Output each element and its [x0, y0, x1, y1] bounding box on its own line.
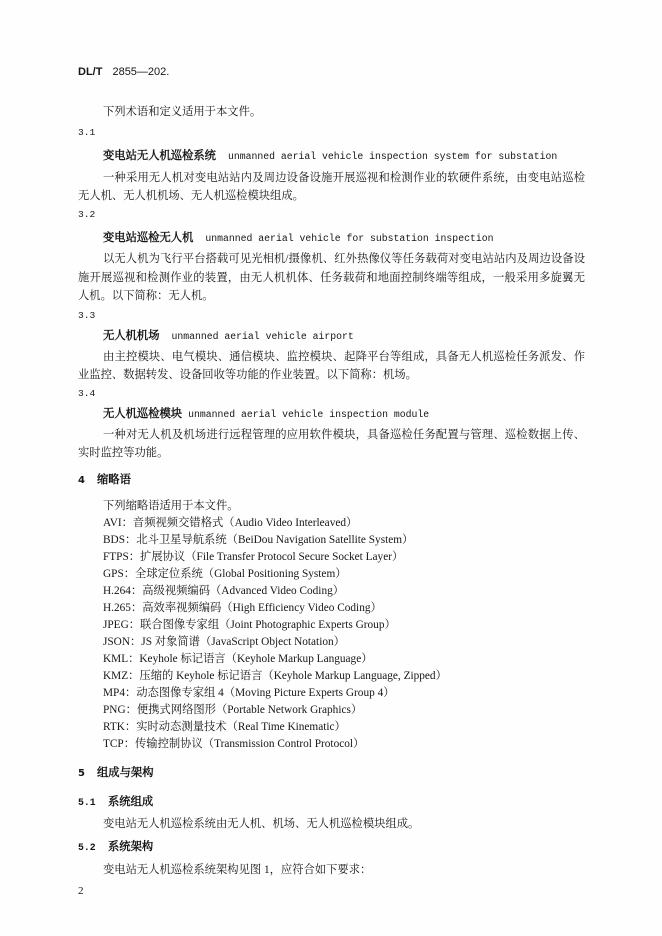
abbreviation-item: RTK：实时动态测量技术（Real Time Kinematic） [103, 721, 346, 733]
definition-line: 一种对无人机及机场进行远程管理的应用软件模块，具备巡检任务配置与管理、巡检数据上传、 [103, 429, 585, 441]
term-zh: 变电站巡检无人机 [103, 231, 194, 244]
definition-line: 实时监控等功能。 [78, 447, 169, 459]
subsection-heading [78, 794, 153, 811]
standard-number: 2855—202. [112, 66, 170, 78]
subsection-title: 系统架构 [108, 840, 154, 853]
term-en: unmanned aerial vehicle airport [171, 331, 354, 342]
term-en: unmanned aerial vehicle for substation inspection [205, 233, 494, 244]
term-en: unmanned aerial vehicle inspection module [188, 409, 430, 420]
abbreviations-intro: 下列缩略语适用于本文件。 [103, 500, 239, 512]
definition-line: 由主控模块、电气模块、通信模块、监控模块、起降平台等组成，具备无人机巡检任务派发、作 [103, 351, 585, 363]
abbreviation-item: JPEG：联合图像专家组（Joint Photographic Experts Group） [103, 619, 396, 631]
section-heading [78, 765, 154, 782]
definition-line: 一种采用无人机对变电站站内及周边设备设施开展巡视和检测作业的软硬件系统，由变电站巡检 [103, 172, 585, 184]
abbreviation-item: H.264：高级视频编码（Advanced Video Coding） [103, 585, 345, 597]
term-heading [103, 406, 429, 423]
term-zh: 无人机巡检模块 [103, 407, 183, 420]
subsection-text: 变电站无人机巡检系统架构见图 1，应符合如下要求： [103, 864, 372, 876]
abbreviation-item: PNG：便携式网络图形（Portable Network Graphics） [103, 704, 363, 716]
running-header [78, 64, 169, 80]
abbreviation-item: JSON：JS 对象简谱（JavaScript Object Notation） [103, 636, 345, 648]
term-heading [103, 148, 557, 165]
definition-line: 以无人机为飞行平台搭载可见光相机/摄像机、红外热像仪等任务载荷对变电站站内及周边设备设 [103, 253, 585, 265]
term-en: unmanned aerial vehicle inspection system for substation [227, 151, 558, 162]
term-heading [103, 230, 493, 247]
term-number: 3.2 [78, 209, 96, 220]
term-zh: 无人机机场 [103, 329, 160, 342]
abbreviation-item: TCP：传输控制协议（Transmission Control Protocol） [103, 738, 365, 750]
section-number: 4 [78, 475, 85, 486]
term-number: 3.3 [78, 310, 96, 321]
section-title: 缩略语 [97, 473, 131, 486]
page-number: 2 [78, 885, 84, 897]
term-number: 3.4 [78, 388, 96, 399]
definition-line: 施开展巡视和检测作业的装置，由无人机机体、任务载荷和地面控制终端等组成，一般采用多旋翼无 [78, 272, 585, 284]
term-heading [103, 328, 354, 345]
abbreviation-item: FTPS：扩展协议（File Transfer Protocol Secure Socket Layer） [103, 551, 404, 563]
abbreviation-item: H.265：高效率视频编码（High Efficiency Video Coding） [103, 602, 382, 614]
definition-line: 业监控、数据转发、设备回收等功能的作业装置。以下简称：机场。 [78, 369, 417, 381]
term-number: 3.1 [78, 127, 96, 138]
terms-intro: 下列术语和定义适用于本文件。 [103, 106, 262, 118]
definition-line: 无人机、无人机机场、无人机巡检模块组成。 [78, 190, 304, 202]
subsection-heading [78, 839, 153, 856]
subsection-number: 5.2 [78, 842, 96, 853]
abbreviation-item: AVI：音频视频交错格式（Audio Video Interleaved） [103, 517, 358, 529]
abbreviation-item: GPS：全球定位系统（Global Positioning System） [103, 568, 347, 580]
abbreviation-item: BDS：北斗卫星导航系统（BeiDou Navigation Satellite System） [103, 534, 414, 546]
subsection-text: 变电站无人机巡检系统由无人机、机场、无人机巡检模块组成。 [103, 818, 420, 830]
subsection-title: 系统组成 [108, 795, 154, 808]
abbreviation-item: KML：Keyhole 标记语言（Keyhole Markup Language） [103, 653, 373, 665]
abbreviation-item: KMZ：压缩的 Keyhole 标记语言（Keyhole Markup Language, Zipped） [103, 670, 447, 682]
term-zh: 变电站无人机巡检系统 [103, 149, 216, 162]
subsection-number: 5.1 [78, 797, 96, 808]
section-heading [78, 472, 131, 489]
standard-code: DL/T [78, 66, 103, 78]
section-title: 组成与架构 [97, 766, 154, 779]
section-number: 5 [78, 768, 85, 779]
definition-line: 人机。以下简称：无人机。 [78, 290, 214, 302]
abbreviation-item: MP4：动态图像专家组 4（Moving Picture Experts Group 4） [103, 687, 395, 699]
